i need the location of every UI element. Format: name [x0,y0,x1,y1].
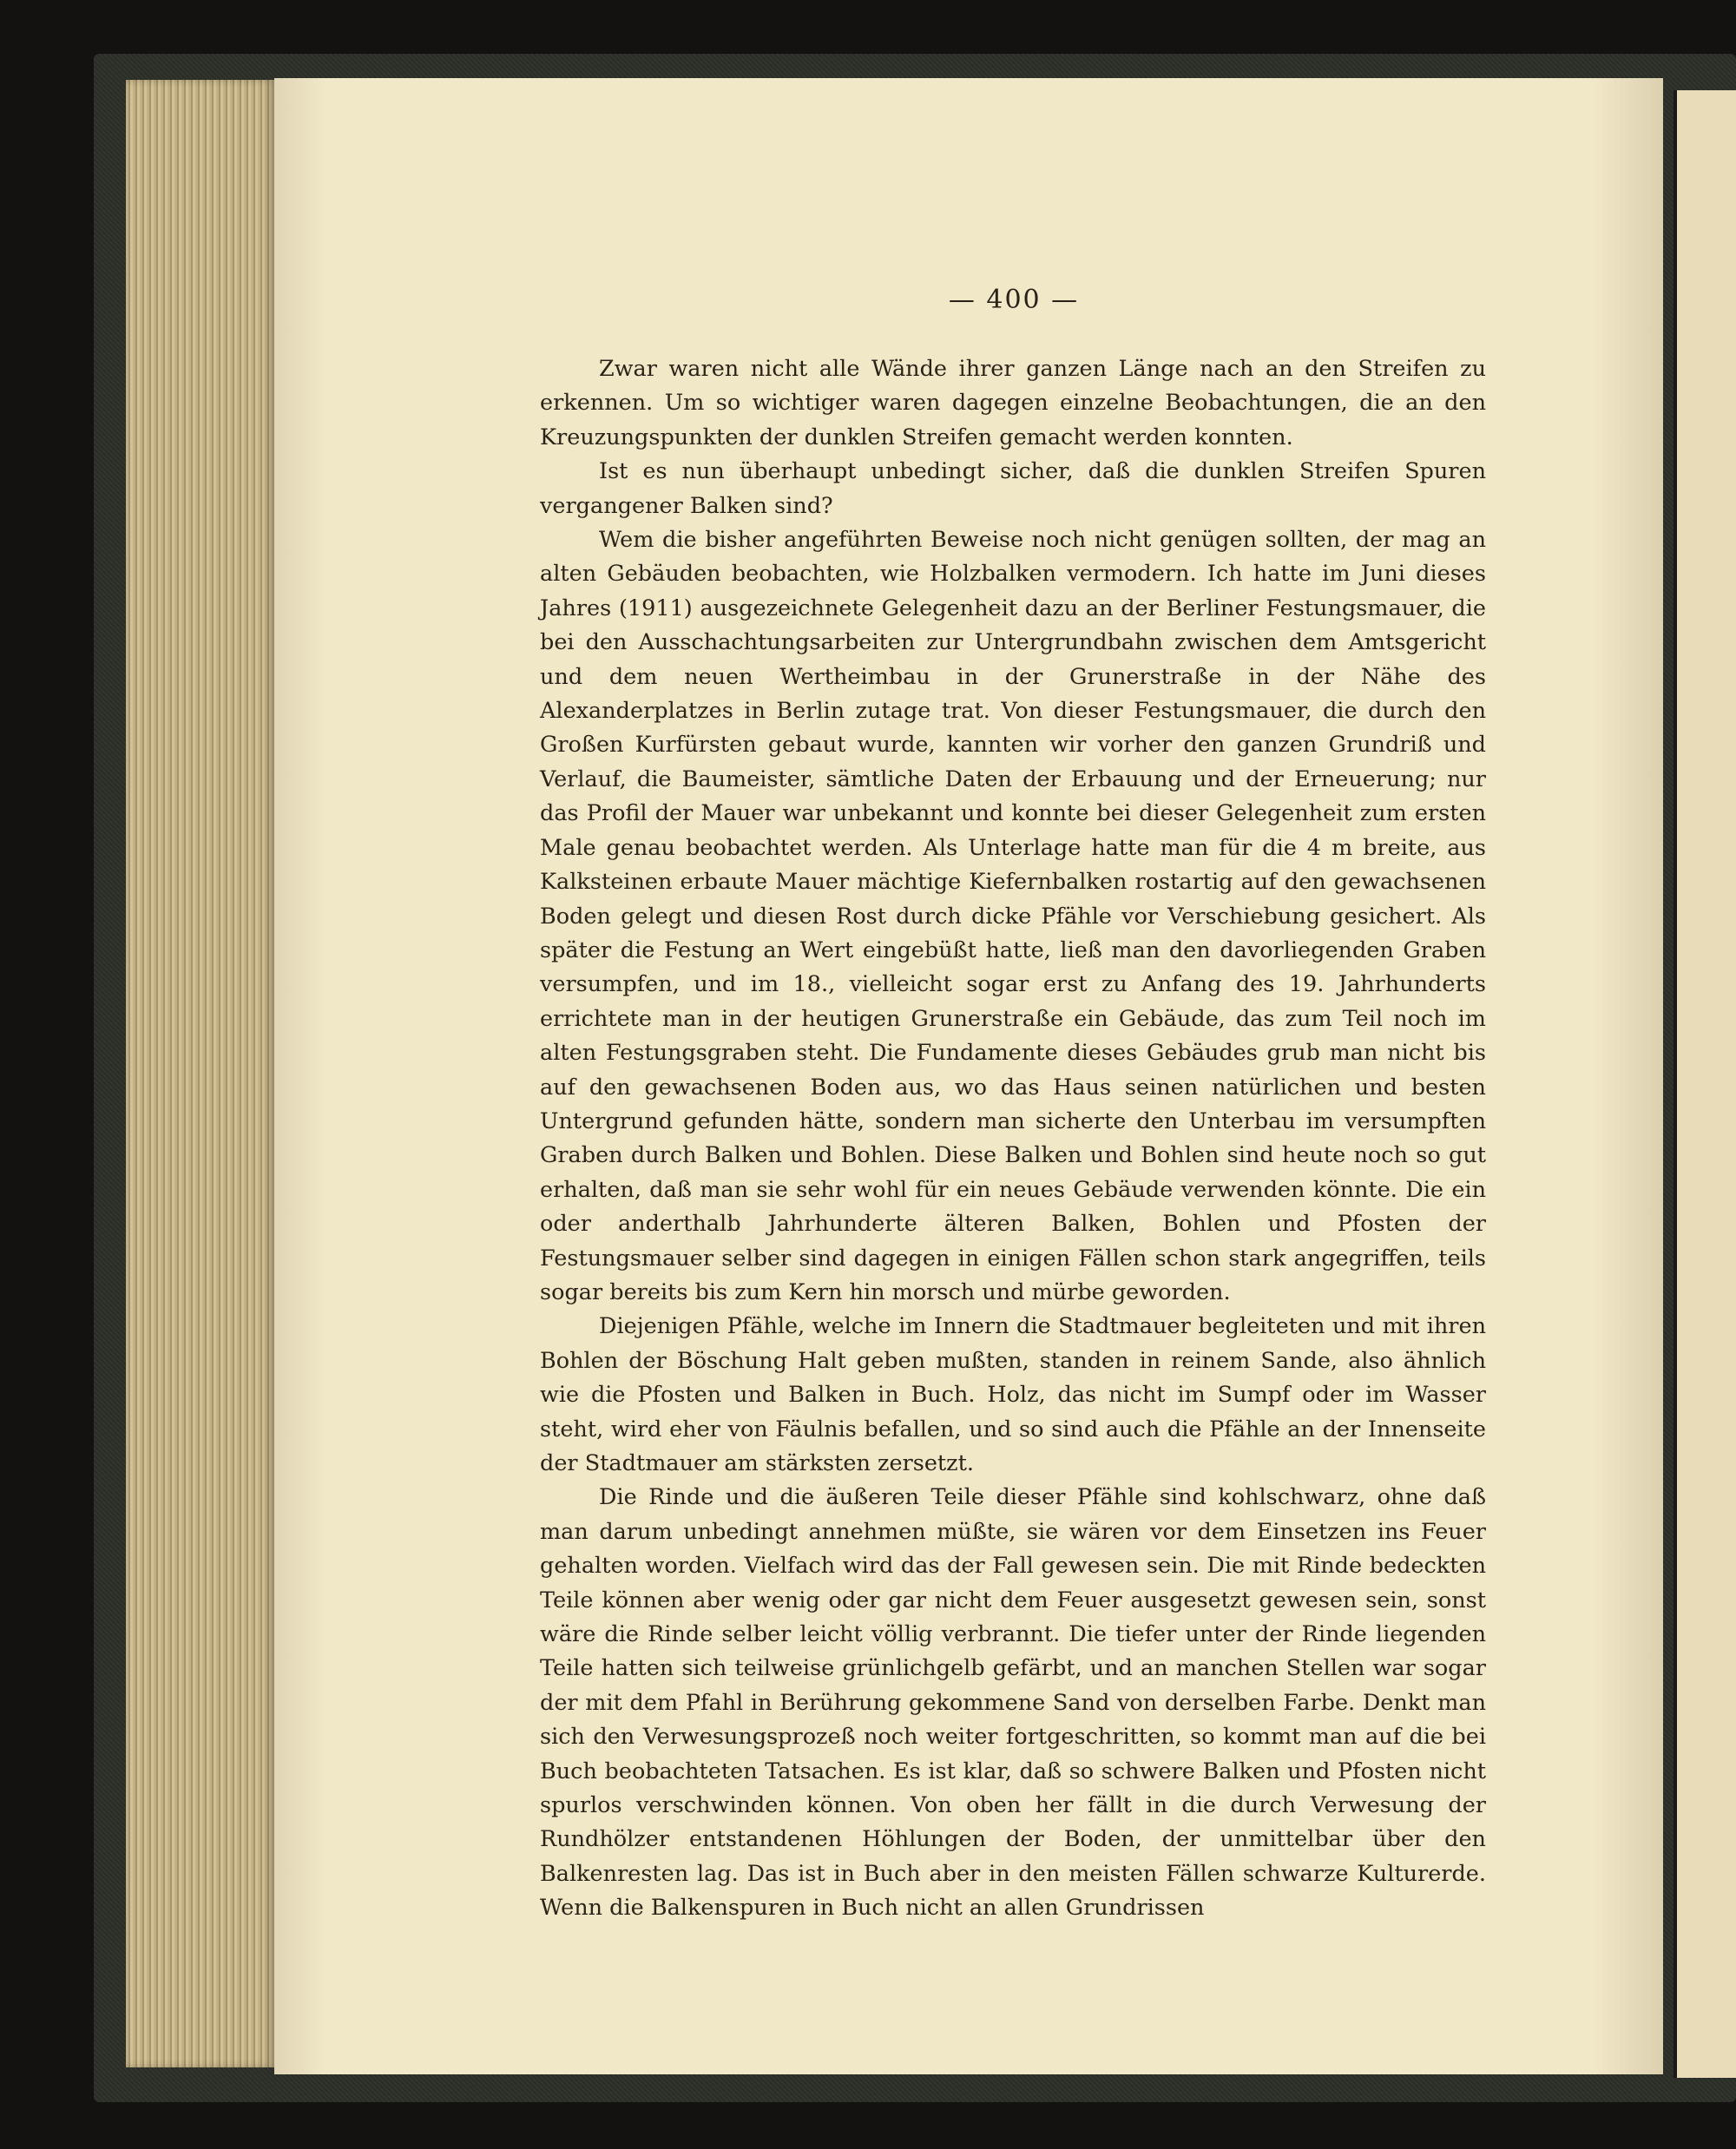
body-text [540,352,1486,1926]
paragraph: Diejenigen Pfähle, welche im Innern die Stadtmauer begleiteten und mit ihren Bohlen der Böschung Halt geben mußten, standen in reinem Sande, also ähnlich wie die Pfosten und Balken in Buch. Holz, das nicht im Sumpf oder im Wasser steht, wird eher von Fäulnis befallen, und so sind auch die Pfähle an der Innenseite der Stadtmauer am stärksten zersetzt. [540,1313,1486,1476]
page-edges [126,80,275,2067]
page-number [0,285,1736,315]
paragraph: Die Rinde und die äußeren Teile dieser Pfähle sind kohlschwarz, ohne daß man darum unbedingt annehmen müßte, sie wären vor dem Einsetzen ins Feuer gehalten worden. Vielfach wird das der Fall gewesen sein. Die mit Rinde bedeckten Teile können aber wenig oder gar nicht dem Feuer ausgesetzt gewesen sein, sonst wäre die Rinde selber leicht völlig verbrannt. Die tiefer unter der Rinde liegenden Teile hatten sich teilweise grünlichgelb gefärbt, und an manchen Stellen war sogar der mit dem Pfahl in Berührung gekommene Sand von derselben Farbe. Denkt man sich den Verwesungsprozeß noch weiter fortgeschritten, so kommt man auf die bei Buch beobachteten Tatsachen. Es ist klar, daß so schwere Balken und Pfosten nicht spurlos verschwinden können. Von oben her fällt in die durch Verwesung der Rundhölzer entstandenen Höhlungen der Boden, der unmittelbar über den Balkenresten lag. Das ist in Buch aber in den meisten Fällen schwarze Kulturerde. Wenn die Balkenspuren in Buch nicht an allen Grundrissen [540,1484,1486,1922]
page-number-text: — 400 — [948,285,1080,315]
paragraph: Zwar waren nicht alle Wände ihrer ganzen Länge nach an den Streifen zu erkennen. Um so wichtiger waren dagegen einzelne Beobachtungen, die an den Kreuzungspunkten der dunklen Streifen gemacht werden konnten. [540,356,1486,450]
paragraph: Ist es nun überhaupt unbedingt sicher, daß die dunklen Streifen Spuren vergangener Balken sind? [540,458,1486,519]
paragraph: Wem die bisher angeführten Beweise noch nicht genügen sollten, der mag an alten Gebäuden beobachten, wie Holzbalken vermodern. Ich hatte im Juni dieses Jahres (1911) ausgezeichnete Gelegenheit dazu an der Berliner Festungsmauer, die bei den Ausschachtungsarbeiten zur Untergrundbahn zwischen dem Amtsgericht und dem neuen Wertheimbau in der Grunerstraße in der Nähe des Alexanderplatzes in Berlin zutage trat. Von dieser Festungsmauer, die durch den Großen Kurfürsten gebaut wurde, kannten wir vorher den ganzen Grundriß und Verlauf, die Baumeister, sämtliche Daten der Erbauung und der Erneuerung; nur das Profil der Mauer war unbekannt und konnte bei dieser Gelegenheit zum ersten Male genau beobachtet werden. Als Unterlage hatte man für die 4 m breite, aus Kalksteinen erbaute Mauer mächtige Kiefernbalken rostartig auf den gewachsenen Boden gelegt und diesen Rost durch dicke Pfähle vor Verschiebung gesichert. Als später die Festung an Wert eingebüßt hatte, ließ man den davorliegenden Graben versumpfen, und im 18., vielleicht sogar erst zu Anfang des 19. Jahrhunderts errichtete man in der heutigen Grunerstraße ein Gebäude, das zum Teil noch im alten Festungsgraben steht. Die Fundamente dieses Gebäudes grub man nicht bis auf den gewachsenen Boden aus, wo das Haus seinen natürlichen und besten Untergrund gefunden hätte, sondern man sicherte den Unterbau im versumpften Graben durch Balken und Bohlen. Diese Balken und Bohlen sind heute noch so gut erhalten, daß man sie sehr wohl für ein neues Gebäude verwenden könnte. Die ein oder anderthalb Jahrhunderte älteren Balken, Bohlen und Pfosten der Festungsmauer selber sind dagegen in einigen Fällen schon stark angegriffen, teils sogar bereits bis zum Kern hin morsch und mürbe geworden. [540,527,1486,1305]
facing-page-edge [1674,90,1736,2078]
